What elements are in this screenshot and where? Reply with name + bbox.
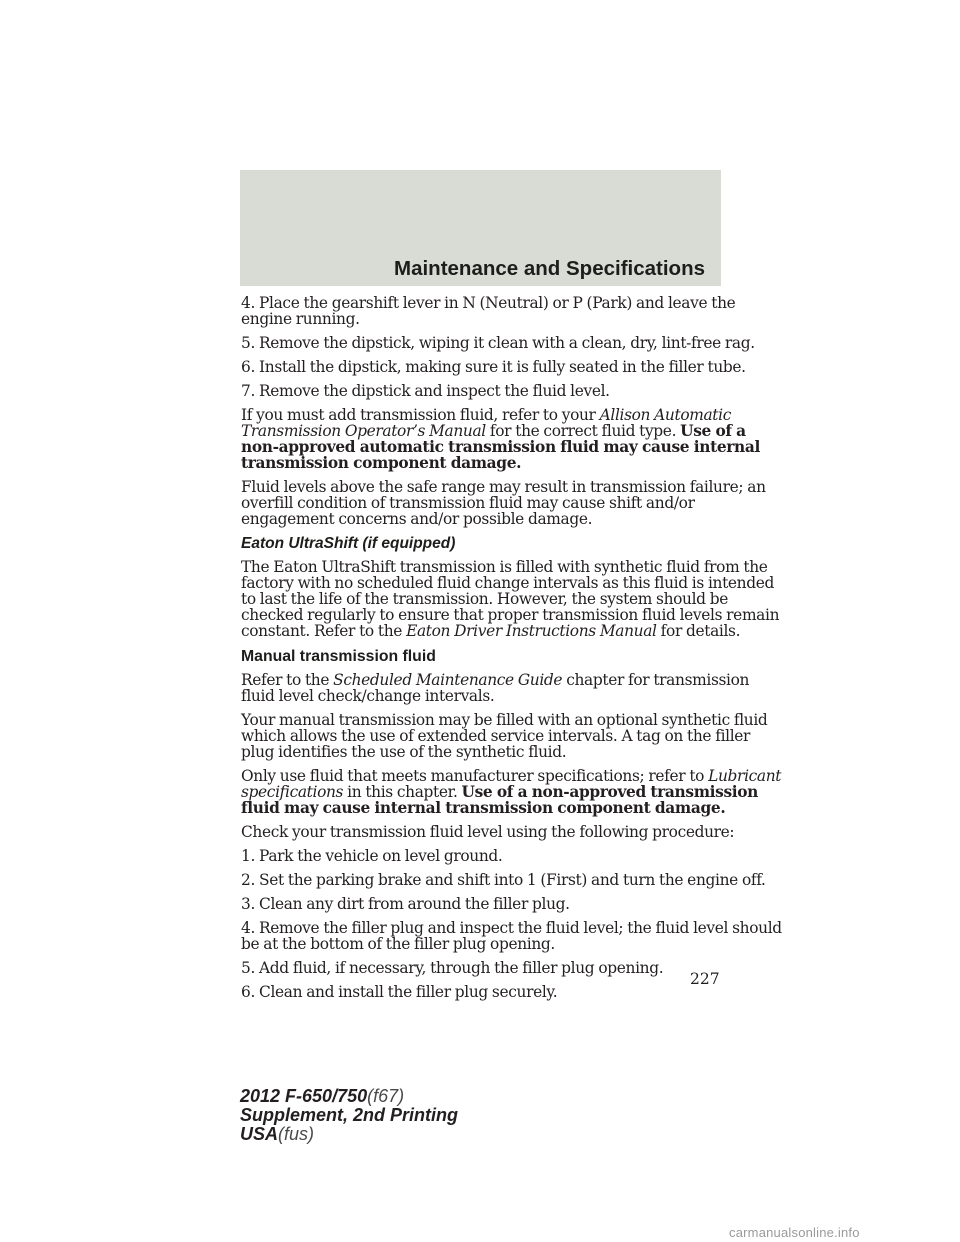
step-place-gearshift: 4. Place the gearshift lever in N (Neutral) or P (Park) and leave the engine running. (241, 294, 736, 328)
paragraph-check-procedure: Check your transmission fluid level using the following procedure: (241, 823, 735, 841)
step-park-vehicle: 1. Park the vehicle on level ground. (241, 847, 503, 865)
step-install-dipstick: 6. Install the dipstick, making sure it is fully seated in the filler tube. (241, 358, 746, 376)
footer-print-info: 2012 F-650/750(f67) Supplement, 2nd Printing USA(fus) (240, 1086, 459, 1144)
paragraph-refer-guide: Refer to the Scheduled Maintenance Guide chapter for transmission fluid level check/change intervals. (241, 671, 750, 705)
step-inspect-fluid: 7. Remove the dipstick and inspect the fluid level. (241, 382, 610, 400)
step-remove-dipstick: 5. Remove the dipstick, wiping it clean with a clean, dry, lint-free rag. (241, 334, 755, 352)
step-set-parking-brake: 2. Set the parking brake and shift into 1 (First) and turn the engine off. (241, 871, 766, 889)
step-remove-filler-plug: 4. Remove the filler plug and inspect the fluid level; the fluid level should be at the bottom of the filler plug opening. (241, 919, 782, 953)
step-add-fluid: 5. Add fluid, if necessary, through the filler plug opening. (241, 959, 664, 977)
section-header-band (240, 170, 721, 286)
paragraph-eaton: The Eaton UltraShift transmission is filled with synthetic fluid from the factory with no scheduled fluid change intervals as this fluid is intended to last the life of the transmission. However, the system should be checked regularly to ensure that proper transmission fluid levels remain constant. Refer to the Eaton Driver Instructions Manual for details. (241, 558, 780, 640)
heading-manual-transmission-fluid: Manual transmission fluid (241, 648, 436, 665)
page-number: 227 (690, 970, 720, 988)
page-content (241, 294, 782, 1008)
paragraph-synthetic-fluid: Your manual transmission may be filled with an optional synthetic fluid which allows the use of extended service intervals. A tag on the filler plug identifies the use of the synthetic fluid. (241, 711, 768, 761)
paragraph-add-fluid: If you must add transmission fluid, refer to your Allison Automatic Transmission Operator’s Manual for the correct fluid type. Use of a non-approved automatic transmission fluid may cause internal transmission component damage. (241, 406, 760, 472)
step-install-filler-plug: 6. Clean and install the filler plug securely. (241, 983, 558, 1001)
watermark: carmanualsonline.info (729, 1225, 860, 1240)
section-title: Maintenance and Specifications (394, 257, 705, 280)
heading-eaton-ultrashift: Eaton UltraShift (if equipped) (241, 535, 456, 552)
paragraph-manufacturer-specs: Only use fluid that meets manufacturer specifications; refer to Lubricant specifications in this chapter. Use of a non-approved transmission fluid may cause internal transmission component damage. (241, 767, 782, 817)
step-clean-dirt: 3. Clean any dirt from around the filler plug. (241, 895, 570, 913)
paragraph-fluid-levels: Fluid levels above the safe range may result in transmission failure; an overfill condition of transmission fluid may cause shift and/or engagement concerns and/or possible damage. (241, 478, 766, 528)
